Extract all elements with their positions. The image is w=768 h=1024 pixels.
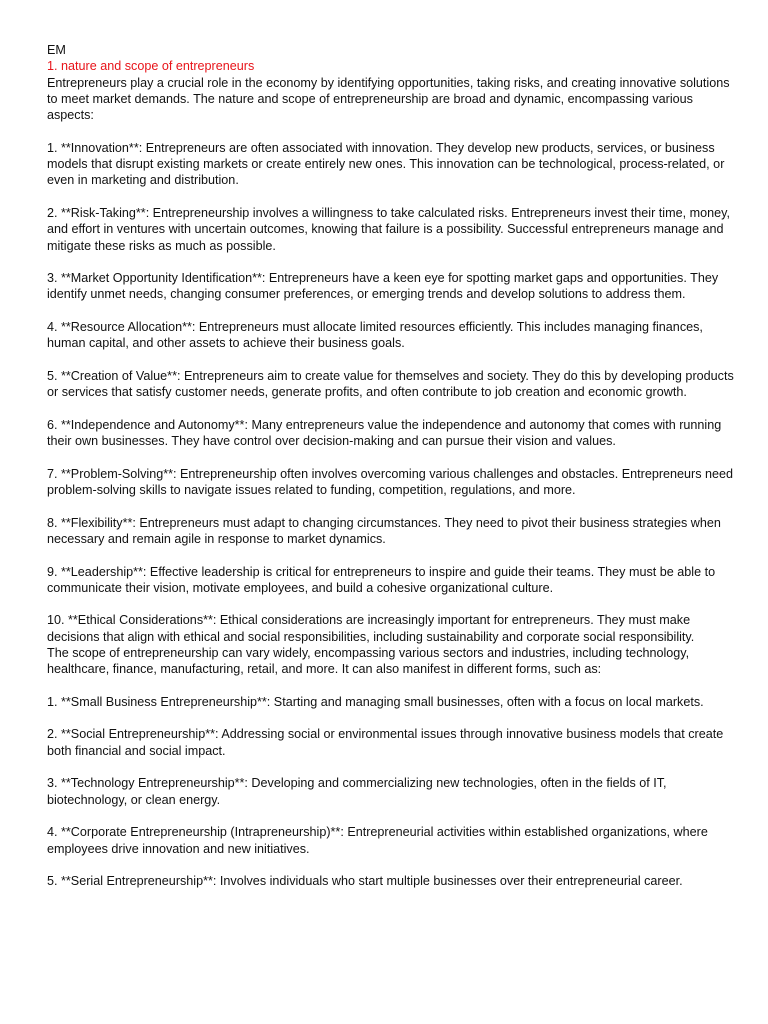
scope-intro-paragraph: The scope of entrepreneurship can vary widely, encompassing various sectors and industries, including technology, healthcare, finance, manufacturing, retail, and more. It can also manifest in different forms, such as: xyxy=(47,645,690,677)
scope-list-item: 1. **Small Business Entrepreneurship**: Starting and managing small businesses, often with a focus on local markets. xyxy=(47,694,704,709)
nature-list-item: 6. **Independence and Autonomy**: Many entrepreneurs value the independence and autonomy that comes with running their own businesses. They have control over decision-making and can pursue their vision and values. xyxy=(47,417,722,449)
nature-list-item: 8. **Flexibility**: Entrepreneurs must adapt to changing circumstances. They need to pivot their business strategies when necessary and remain agile in response to market dynamics. xyxy=(47,515,721,546)
nature-list-item: 4. **Resource Allocation**: Entrepreneurs must allocate limited resources efficiently. This includes managing finances, human capital, and other assets to achieve their business goals. xyxy=(47,320,703,351)
nature-list xyxy=(47,140,737,645)
document-page xyxy=(47,42,737,889)
document-label: EM xyxy=(47,43,66,57)
nature-list-item: 2. **Risk-Taking**: Entrepreneurship involves a willingness to take calculated risks. Entrepreneurs invest their time, money, and effort in ventures with uncertain outcomes, knowing that failure is a possibility. Successful entrepreneurs manage and mitigate these risks as much as possible. xyxy=(47,205,730,253)
scope-list-item: 3. **Technology Entrepreneurship**: Developing and commercializing new technologies, often in the fields of IT, biotechnology, or clean energy. xyxy=(47,776,667,807)
scope-list xyxy=(47,694,737,890)
nature-list-item: 1. **Innovation**: Entrepreneurs are often associated with innovation. They develop new products, services, or business models that disrupt existing markets or create entirely new ones. This innovation can be technological, process-related, or even in marketing and distribution. xyxy=(47,140,725,188)
intro-paragraph: Entrepreneurs play a crucial role in the economy by identifying opportunities, taking risks, and creating innovative solutions to meet market demands. The nature and scope of entrepreneurship are broad and dynamic, encompassing various aspects: xyxy=(47,75,730,123)
scope-list-item: 5. **Serial Entrepreneurship**: Involves individuals who start multiple businesses over their entrepreneurial career. xyxy=(47,874,683,889)
nature-list-item: 3. **Market Opportunity Identification**: Entrepreneurs have a keen eye for spotting market gaps and opportunities. They identify unmet needs, changing consumer preferences, or emerging trends and develop solutions to address them. xyxy=(47,271,719,302)
scope-list-item: 2. **Social Entrepreneurship**: Addressing social or environmental issues through innovative business models that create both financial and social impact. xyxy=(47,727,724,758)
section-heading: 1. nature and scope of entrepreneurs xyxy=(47,59,255,74)
nature-list-item: 7. **Problem-Solving**: Entrepreneurship often involves overcoming various challenges and obstacles. Entrepreneurs need problem-solving skills to navigate issues related to funding, competition, regulations, and more. xyxy=(47,466,734,498)
nature-list-item: 10. **Ethical Considerations**: Ethical considerations are increasingly important for entrepreneurs. They must make decisions that align with ethical and social responsibilities, including sustainability and corporate social responsibility. xyxy=(47,613,695,644)
nature-list-item: 9. **Leadership**: Effective leadership is critical for entrepreneurs to inspire and guide their teams. They must be able to communicate their vision, motivate employees, and build a cohesive organizational culture. xyxy=(47,564,716,595)
scope-list-item: 4. **Corporate Entrepreneurship (Intrapreneurship)**: Entrepreneurial activities within established organizations, where employees drive innovation and new initiatives. xyxy=(47,825,708,856)
nature-list-item: 5. **Creation of Value**: Entrepreneurs aim to create value for themselves and society. They do this by developing products or services that satisfy customer needs, generate profits, and often contribute to job creation and economic growth. xyxy=(47,368,734,400)
